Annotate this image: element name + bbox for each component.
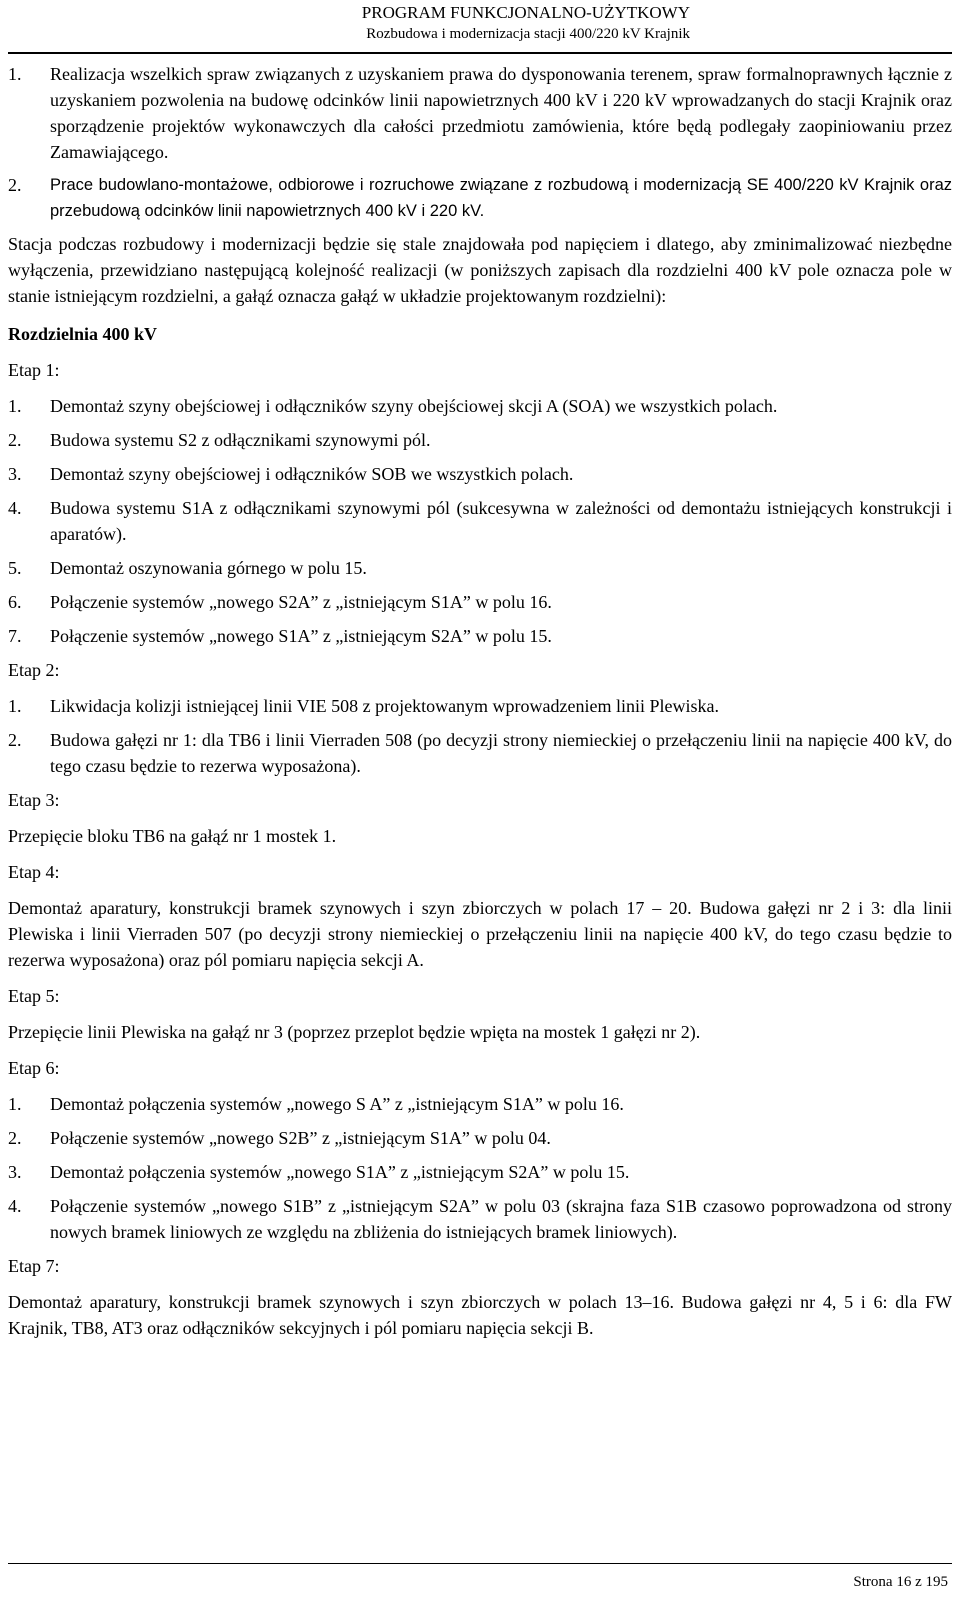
etap-label: Etap 6: [8,1058,60,1078]
header-subtitle: Rozbudowa i modernizacja stacji 400/220 kV Krajnik [366,26,690,42]
step-item [8,427,952,453]
header-divider [8,52,952,54]
step-number: 1. [8,1094,22,1114]
intro-item-number: 1. [8,64,22,84]
page-number: Strona 16 z 195 [853,1574,948,1590]
step-number: 3. [8,1162,22,1182]
step-item [8,495,952,547]
intro-item-text: Realizacja wszelkich spraw związanych z uzyskaniem prawa do dysponowania terenem, spraw formalnoprawnych łącznie z uzyskaniem pozwolenia na budowę odcinków linii napowietrznych 400 kV i 220 kV wprowadzanych do stacji Krajnik oraz sporządzenie projektów wykonawczych dla całości przedmiotu zamówienia, które będą podlegały zaopiniowaniu przez Zamawiającego. [50,64,952,162]
etap-text: Przepięcie bloku TB6 na gałąź nr 1 mostek 1. [8,826,337,846]
etap2-steps [8,693,952,779]
etap-label: Etap 7: [8,1256,60,1276]
step-number: 7. [8,626,22,646]
step-text: Budowa systemu S1A z odłącznikami szynowymi pól (sukcesywna w zależności od demontażu istniejących konstrukcji i aparatów). [50,498,952,544]
step-number: 4. [8,1196,22,1216]
etap-label: Etap 2: [8,660,60,680]
step-item [8,1159,952,1185]
step-number: 2. [8,730,22,750]
step-number: 5. [8,558,22,578]
step-text: Likwidacja kolizji istniejącej linii VIE 508 z projektowanym wprowadzeniem linii Plewiska. [50,696,720,716]
step-text: Połączenie systemów „nowego S2B” z „istniejącym S1A” w polu 04. [50,1128,551,1148]
step-number: 3. [8,464,22,484]
etap-label: Etap 3: [8,790,60,810]
section-heading: Rozdzielnia 400 kV [8,324,158,344]
step-item [8,555,952,581]
step-number: 4. [8,498,22,518]
etap-text: Demontaż aparatury, konstrukcji bramek szynowych i szyn zbiorczych w polach 17 – 20. Budowa gałęzi nr 2 i 3: dla linii Plewiska i linii Vierraden 507 (po decyzji strony niemieckiej o przełączeniu linii na napięcie 400 kV, do tego czasu będzie to rezerwa wyposażona) oraz pól pomiaru napięcia sekcji A. [8,898,952,970]
step-text: Połączenie systemów „nowego S2A” z „istniejącym S1A” w polu 16. [50,592,552,612]
step-number: 2. [8,430,22,450]
page-header [0,0,690,56]
step-item [8,1193,952,1245]
etap-label: Etap 1: [8,360,60,380]
footer-divider [8,1563,952,1564]
step-text: Budowa gałęzi nr 1: dla TB6 i linii Vierraden 508 (po decyzji strony niemieckiej o przełączeniu linii na napięcie 400 kV, do tego czasu będzie to rezerwa wyposażona). [50,730,952,776]
step-item [8,693,952,719]
step-number: 1. [8,396,22,416]
intro-item [8,61,952,165]
step-text: Budowa systemu S2 z odłącznikami szynowymi pól. [50,430,431,450]
page-content [8,61,952,1351]
etap-label: Etap 4: [8,862,60,882]
intro-item-text: Prace budowlano-montażowe, odbiorowe i rozruchowe związane z rozbudową i modernizacją SE 400/220 kV Krajnik oraz przebudową odcinków linii napowietrznych 400 kV i 220 kV. [50,176,952,220]
step-item [8,727,952,779]
intro-item-number: 2. [8,175,22,195]
etap-label: Etap 5: [8,986,60,1006]
etap-text: Przepięcie linii Plewiska na gałąź nr 3 (poprzez przeplot będzie wpięta na mostek 1 gałęzi nr 2). [8,1022,701,1042]
step-text: Połączenie systemów „nowego S1A” z „istniejącym S2A” w polu 15. [50,626,552,646]
step-text: Demontaż szyny obejściowej i odłączników SOB we wszystkich polach. [50,464,574,484]
step-text: Połączenie systemów „nowego S1B” z „istniejącym S2A” w polu 03 (skrajna faza S1B czasowo poprowadzona od strony nowych bramek liniowych ze względu na zbliżenia do istniejących bramek liniowych). [50,1196,952,1242]
step-item [8,1091,952,1117]
step-text: Demontaż oszynowania górnego w polu 15. [50,558,367,578]
step-number: 1. [8,696,22,716]
step-item [8,1125,952,1151]
step-item [8,393,952,419]
etap-text: Demontaż aparatury, konstrukcji bramek szynowych i szyn zbiorczych w polach 13–16. Budowa gałęzi nr 4, 5 i 6: dla FW Krajnik, TB8, AT3 oraz odłączników sekcyjnych i pól pomiaru napięcia sekcji B. [8,1292,952,1338]
intro-paragraph: Stacja podczas rozbudowy i modernizacji będzie się stale znajdowała pod napięciem i dlatego, aby zminimalizować niezbędne wyłączenia, przewidziano następującą kolejność realizacji (w poniższych zapisach dla rozdzielni 400 kV pole oznacza pole w stanie istniejącym rozdzielni, a gałąź oznacza gałąź w układzie projektowanym rozdzielni): [8,234,952,306]
step-number: 6. [8,592,22,612]
step-item [8,589,952,615]
header-title: PROGRAM FUNKCJONALNO-UŻYTKOWY [361,3,690,22]
step-text: Demontaż szyny obejściowej i odłączników szyny obejściowej skcji A (SOA) we wszystkich polach. [50,396,778,416]
step-text: Demontaż połączenia systemów „nowego S1A” z „istniejącym S2A” w polu 15. [50,1162,630,1182]
intro-item [8,172,952,224]
etap6-steps [8,1091,952,1245]
step-text: Demontaż połączenia systemów „nowego S A” z „istniejącym S1A” w polu 16. [50,1094,624,1114]
step-item [8,623,952,649]
step-item [8,461,952,487]
step-number: 2. [8,1128,22,1148]
etap1-steps [8,393,952,649]
